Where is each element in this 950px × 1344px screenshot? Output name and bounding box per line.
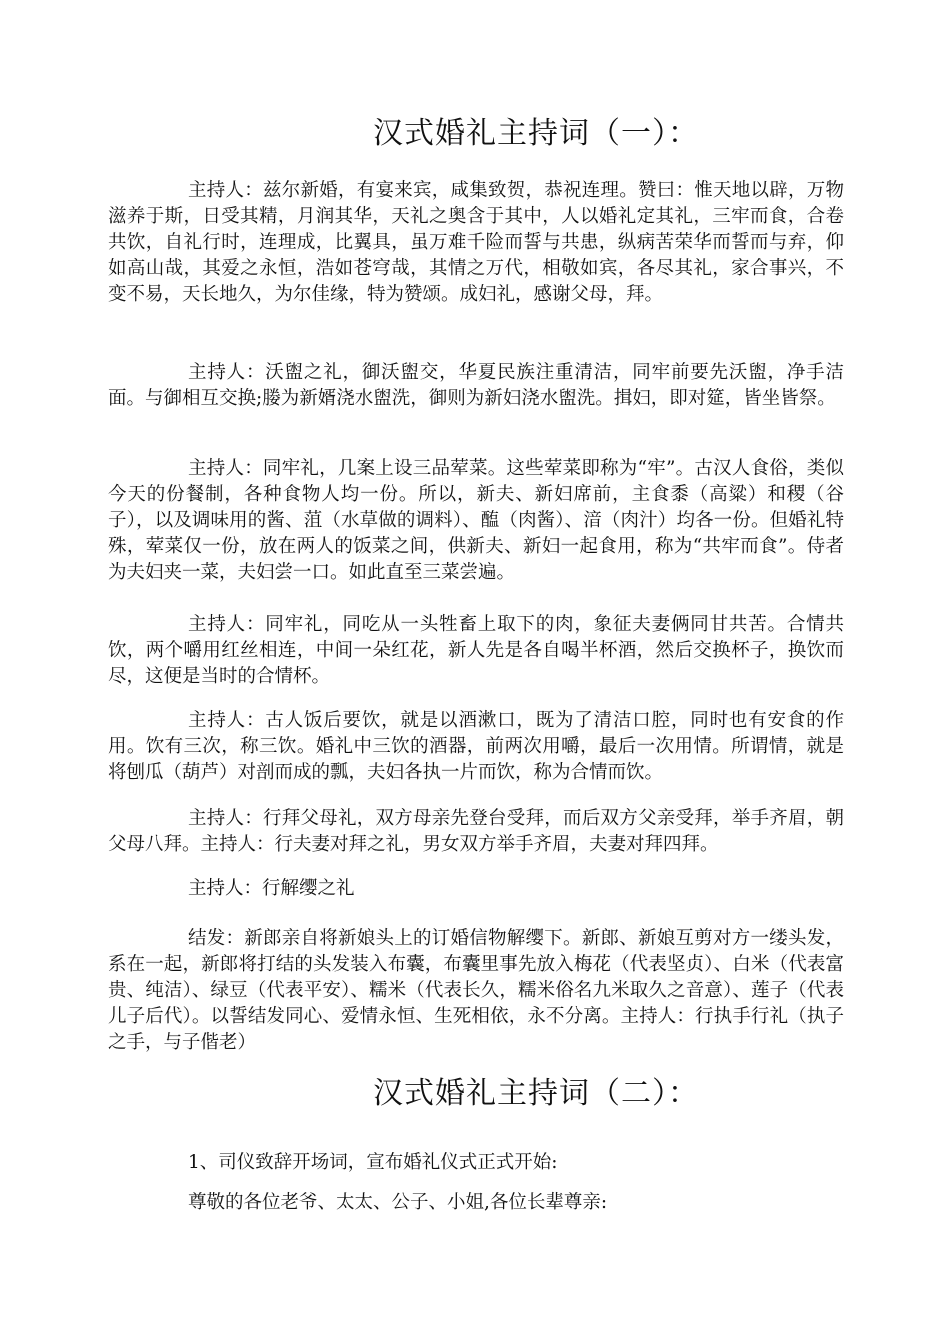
paragraph: 主持人：古人饭后要饮，就是以酒漱口，既为了清洁口腔，同时也有安食的作用。饮有三次，称三饮。婚礼中三饮的酒器，前两次用嚼，最后一次用情。所谓情，就是将刨瓜（葫芦）对剖而成的瓢，夫妇各执一片而饮，称为合情而饮。 <box>108 710 844 783</box>
paragraph: 主持人：行拜父母礼，双方母亲先登台受拜，而后双方父亲受拜，举手齐眉，朝父母八拜。主持人：行夫妻对拜之礼，男女双方举手齐眉，夫妻对拜四拜。 <box>108 808 844 855</box>
paragraph: 主持人：同牢礼，几案上设三品荤菜。这些荤菜即称为“牢”。古汉人食俗，类似今天的份餐制，各种食物人均一份。所以，新夫、新妇席前，主食黍（高粱）和稷（谷子），以及调味用的酱、菹（水草做的调料）、醢（肉酱）、湆（肉汁）均各一份。但婚礼特殊，荤菜仅一份，放在两人的饭菜之间，供新夫、新妇一起食用，称为“共牢而食”。侍者为夫妇夹一菜，夫妇尝一口。如此直至三菜尝遍。 <box>108 458 844 583</box>
section-title-1: 汉式婚礼主持词（一）： <box>373 116 699 151</box>
paragraph: 主持人：同牢礼，同吃从一头牲畜上取下的肉，象征夫妻俩同甘共苦。合情共饮，两个嚼用红丝相连，中间一朵红花，新人先是各自喝半杯酒，然后交换杯子，换饮而尽，这便是当时的合情杯。 <box>108 614 844 687</box>
paragraph: 尊敬的各位老爷、太太、公子、小姐,各位长辈尊亲: <box>188 1192 608 1213</box>
paragraph: 主持人：沃盥之礼，御沃盥交，华夏民族注重清洁，同牢前要先沃盥，净手洁面。与御相互交换;媵为新婿浇水盥洗，御则为新妇浇水盥洗。揖妇，即对筵，皆坐皆祭。 <box>108 362 844 409</box>
paragraph: 主持人：兹尔新婚，有宴来宾，咸集致贺，恭祝连理。赞曰：惟天地以辟，万物滋养于斯，日受其精，月润其华，天礼之奥含于其中，人以婚礼定其礼，三牢而食，合卷共饮，自礼行时，连理成，比翼具，虽万难千险而誓与共患，纵病苦荣华而誓而与弃，仰如高山哉，其爱之永恒，浩如苍穹哉，其情之万代，相敬如宾，各尽其礼，家合事兴，不变不易，天长地久，为尔佳缘，特为赞颂。成妇礼，感谢父母，拜。 <box>108 180 844 305</box>
paragraph: 主持人：行解缨之礼 <box>188 878 355 899</box>
paragraph: 1、司仪致辞开场词，宣布婚礼仪式正式开始: <box>188 1152 558 1173</box>
paragraph: 结发：新郎亲自将新娘头上的订婚信物解缨下。新郎、新娘互剪对方一缕头发，系在一起，新郎将打结的头发装入布囊，布囊里事先放入梅花（代表坚贞）、白米（代表富贵、纯洁）、绿豆（代表平安）、糯米（代表长久，糯米俗名九米取久之音意）、莲子（代表儿子后代）。以誓结发同心、爱情永恒、生死相依，永不分离。主持人：行执手行礼（执子之手，与子偕老） <box>108 928 844 1053</box>
section-title-2: 汉式婚礼主持词（二）： <box>373 1076 699 1111</box>
